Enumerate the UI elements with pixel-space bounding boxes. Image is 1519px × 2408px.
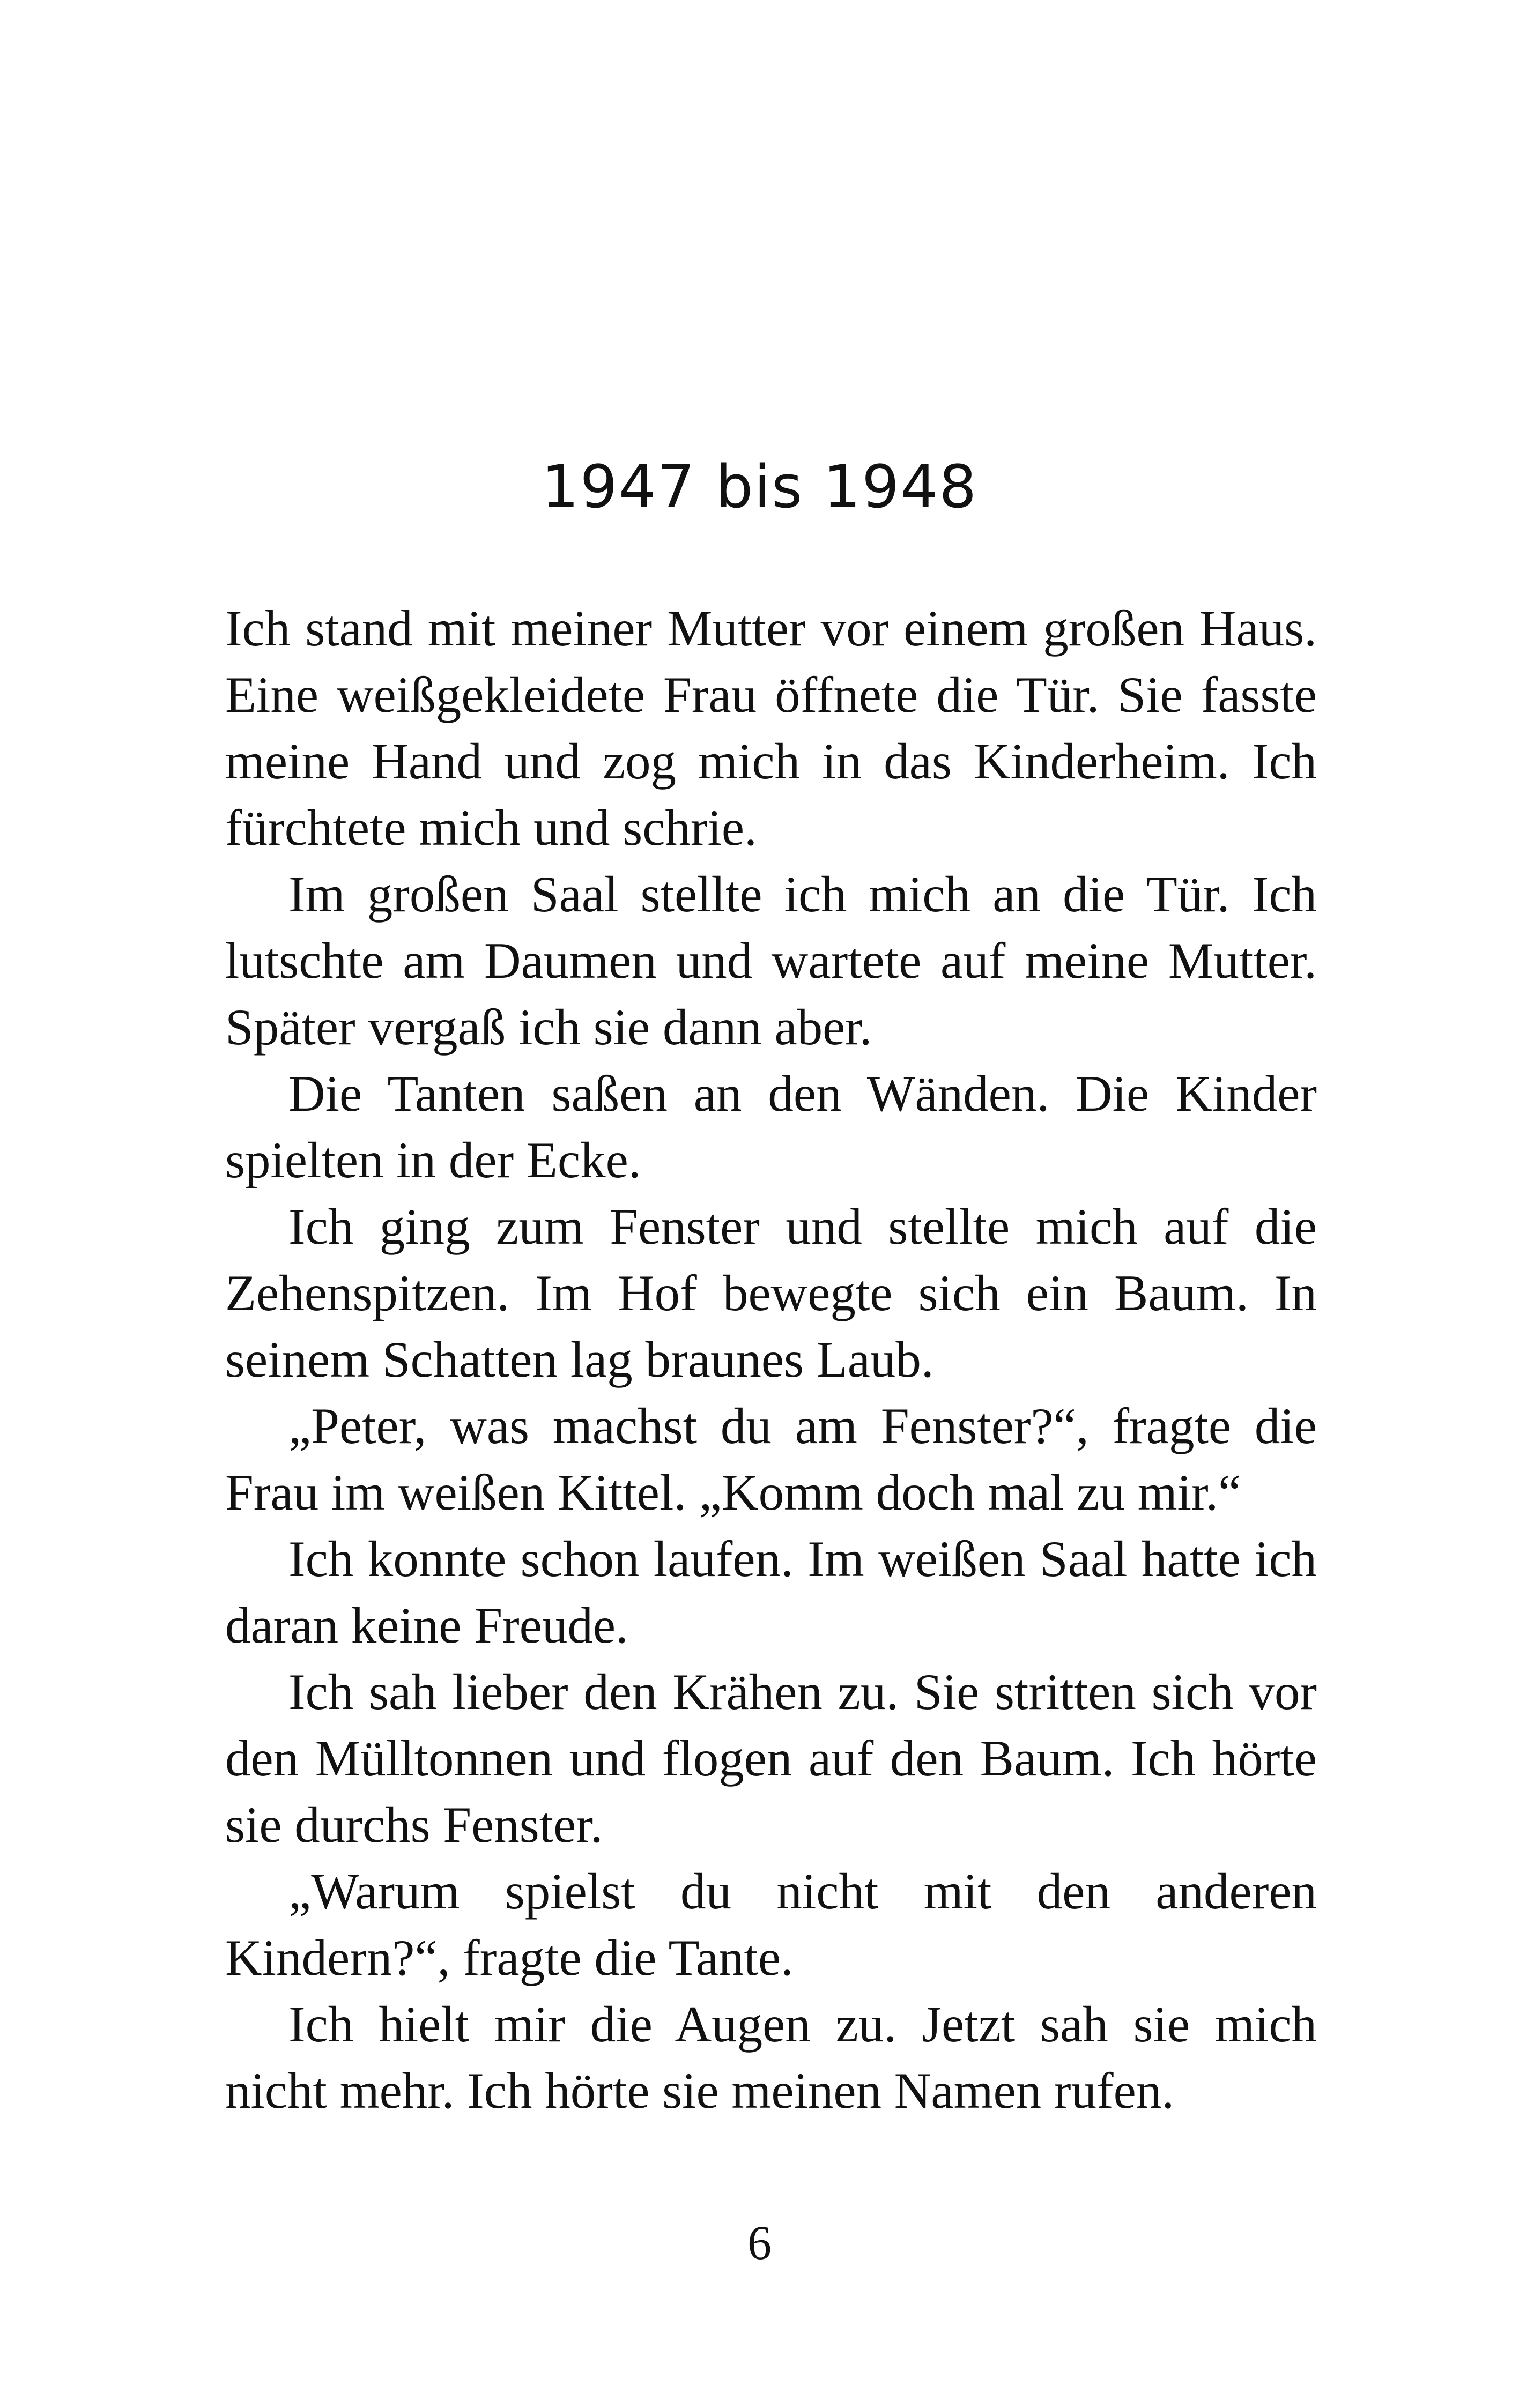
paragraph: „Peter, was machst du am Fenster?“, fragte die Frau im weißen Kittel. „Komm doch mal zu mir.“ <box>225 1398 1317 1521</box>
paragraph: Im großen Saal stellte ich mich an die Tür. Ich lutschte am Daumen und wartete auf meine Mutter. Später vergaß ich sie dann aber. <box>225 866 1317 1056</box>
paragraph: Ich hielt mir die Augen zu. Jetzt sah sie mich nicht mehr. Ich hörte sie meinen Namen rufen. <box>225 1996 1317 2119</box>
paragraph: „Warum spielst du nicht mit den anderen Kindern?“, fragte die Tante. <box>225 1863 1317 1986</box>
paragraph: Ich sah lieber den Krähen zu. Sie stritten sich vor den Mülltonnen und flogen auf den Baum. Ich hörte sie durchs Fenster. <box>225 1663 1317 1853</box>
paragraph: Ich ging zum Fenster und stellte mich auf die Zehenspitzen. Im Hof bewegte sich ein Baum. In seinem Schatten lag braunes Laub. <box>225 1198 1317 1388</box>
body-text <box>225 595 1317 2124</box>
paragraph: Ich konnte schon laufen. Im weißen Saal hatte ich daran keine Freude. <box>225 1530 1317 1654</box>
chapter-title: 1947 bis 1948 <box>541 452 978 521</box>
paragraph: Die Tanten saßen an den Wänden. Die Kinder spielten in der Ecke. <box>225 1065 1317 1188</box>
page-number: 6 <box>747 2217 772 2270</box>
paragraph: Ich stand mit meiner Mutter vor einem großen Haus. Eine weißgekleidete Frau öffnete die Tür. Sie fasste meine Hand und zog mich in das Kinderheim. Ich fürchtete mich und schrie. <box>225 600 1317 856</box>
